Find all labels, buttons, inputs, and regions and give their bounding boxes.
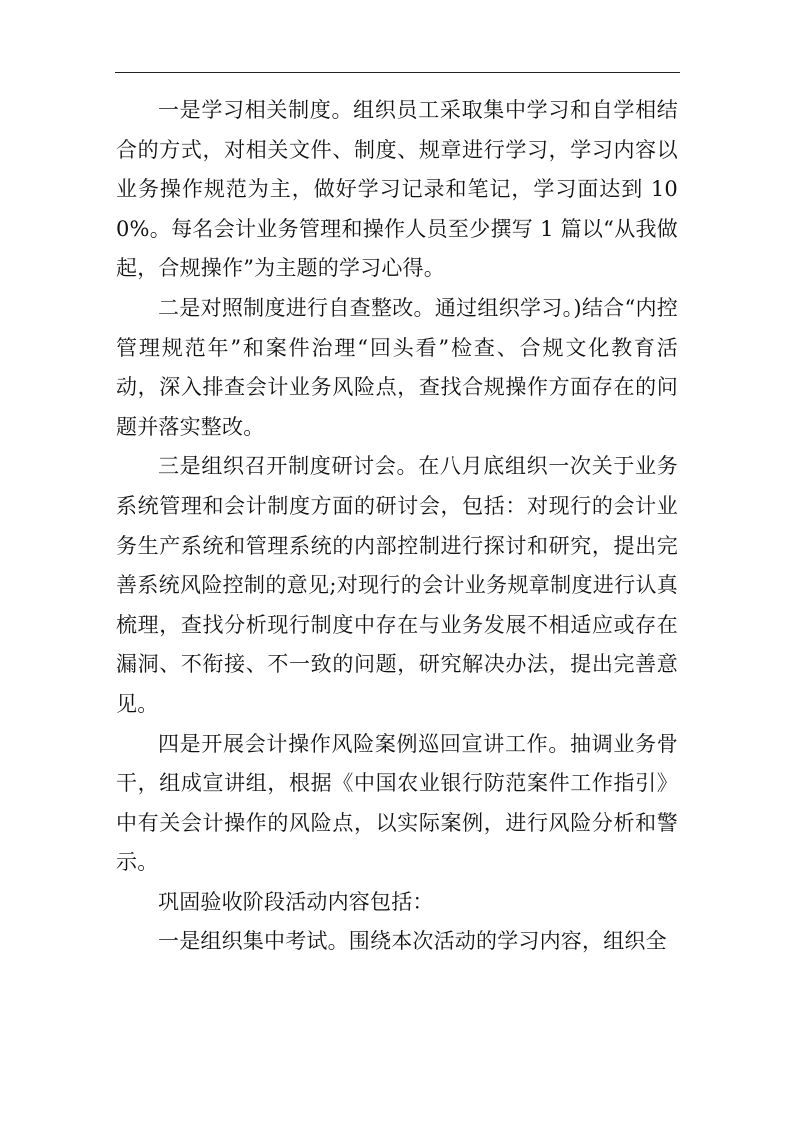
header-rule (115, 72, 680, 73)
paragraph-1: 一是学习相关制度。组织员工采取集中学习和自学相结合的方式，对相关文件、制度、规章进行学习，学习内容以业务操作规范为主，做好学习记录和笔记，学习面达到 100%。每名会计业务管理和操作人员至少撰写 1 篇以“从我做起，合规操作”为主题的学习心得。 (116, 98, 678, 281)
paragraph-5: 巩固验收阶段活动内容包括： (158, 889, 434, 914)
paragraph-6: 一是组织集中考试。围绕本次活动的学习内容，组织全 (158, 929, 667, 954)
document-body (116, 91, 678, 962)
paragraph-2: 二是对照制度进行自查整改。通过组织学习。)结合“内控管理规范年”和案件治理“回头看”检查、合规文化教育活动，深入排查会计业务风险点，查找合规操作方面存在的问题并落实整改。 (116, 295, 678, 439)
paragraph-3: 三是组织召开制度研讨会。在八月底组织一次关于业务系统管理和会计制度方面的研讨会，包括：对现行的会计业务生产系统和管理系统的内部控制进行探讨和研究，提出完善系统风险控制的意见;对现行的会计业务规章制度进行认真梳理，查找分析现行制度中存在与业务发展不相适应或存在漏洞、不衔接、不一致的问题，研究解决办法，提出完善意见。 (116, 454, 678, 716)
paragraph-4: 四是开展会计操作风险案例巡回宣讲工作。抽调业务骨干，组成宣讲组，根据《中国农业银行防范案件工作指引》中有关会计操作的风险点，以实际案例，进行风险分析和警示。 (116, 731, 678, 875)
